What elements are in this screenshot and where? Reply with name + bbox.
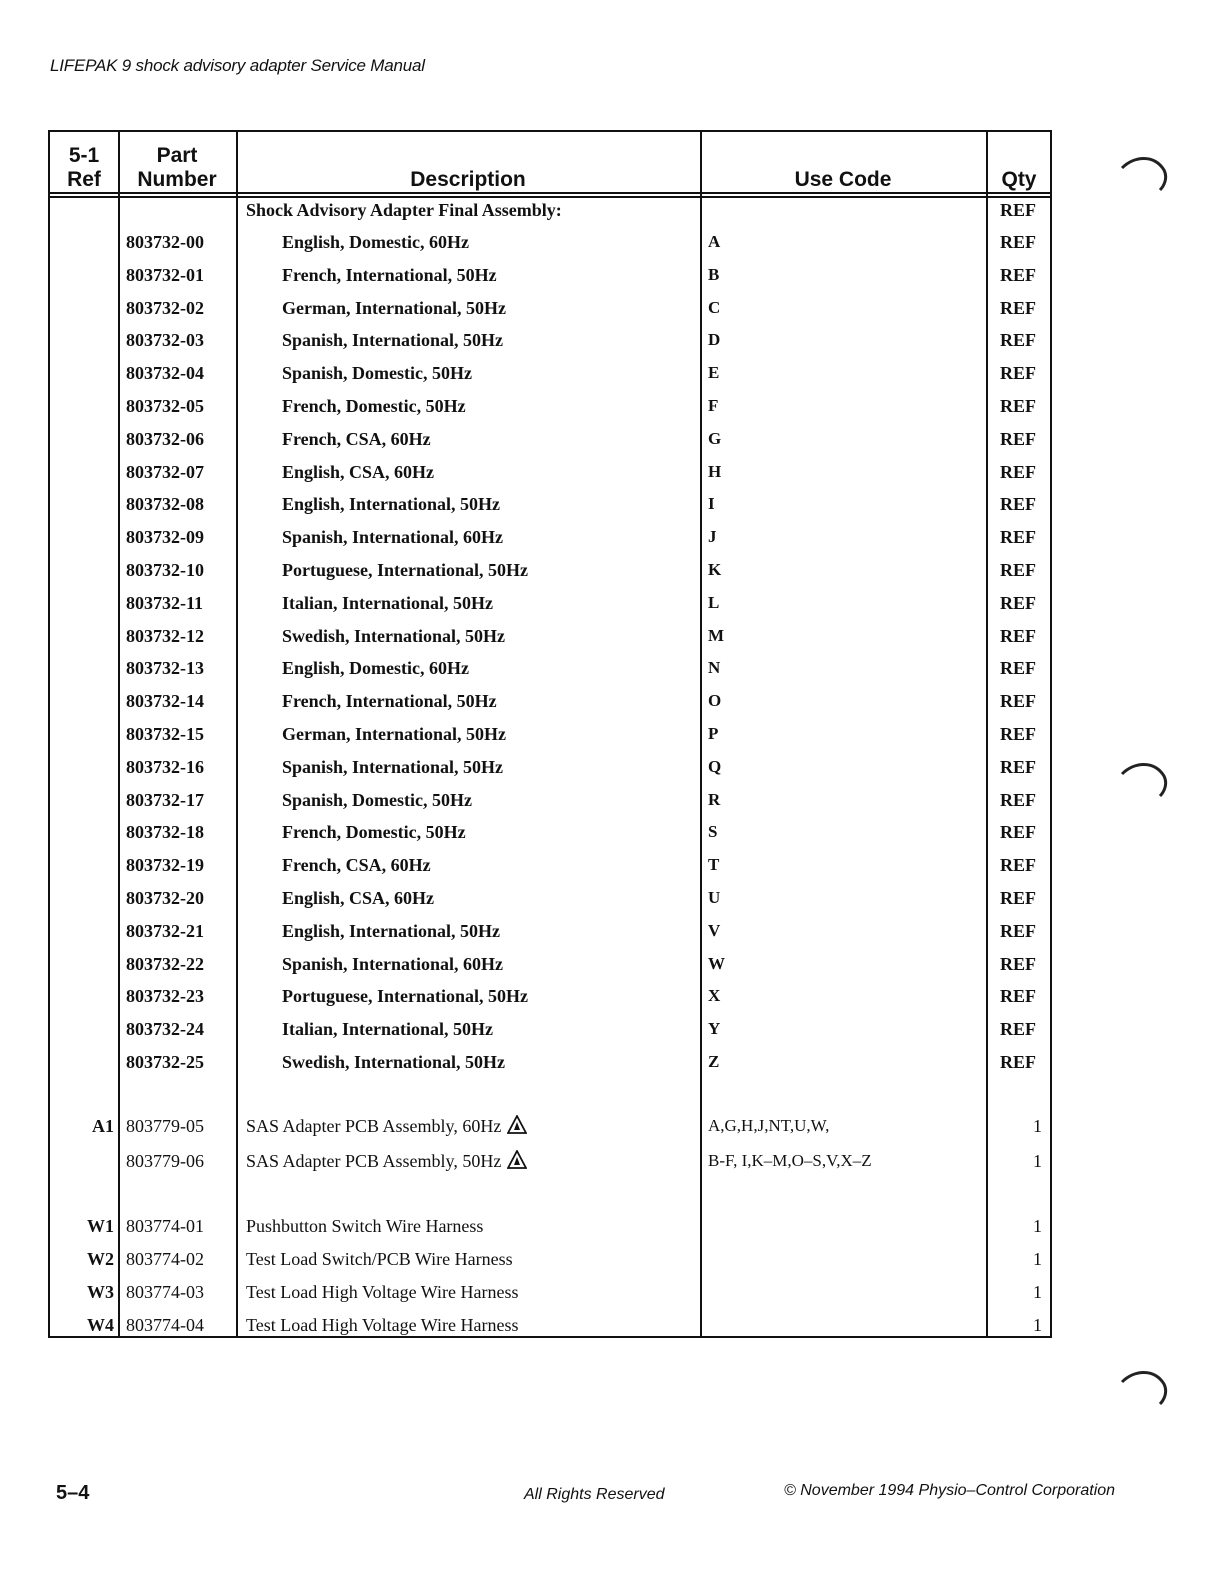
header-ref: 5-1 Ref xyxy=(67,144,101,191)
esd-warning-icon xyxy=(507,1115,527,1135)
part-number-cell: 803732-04 xyxy=(126,363,204,384)
use-code-cell: G xyxy=(708,428,722,448)
part-number-cell: 803732-09 xyxy=(126,527,204,548)
qty-cell: REF xyxy=(1000,724,1036,744)
part-number-cell: 803732-02 xyxy=(126,297,204,318)
table-row xyxy=(50,423,1050,455)
qty-cell: REF xyxy=(1000,822,1036,843)
table-row xyxy=(50,1276,1050,1308)
part-number-cell: 803732-21 xyxy=(126,920,204,941)
qty-cell: REF xyxy=(1000,855,1036,876)
part-number-cell: 803732-01 xyxy=(126,264,204,285)
table-row xyxy=(50,226,1050,258)
binder-hole-icon xyxy=(1120,150,1172,194)
qty-cell: 1 xyxy=(1033,1315,1042,1335)
description-cell: Pushbutton Switch Wire Harness xyxy=(246,1216,484,1236)
description-cell: Spanish, International, 60Hz xyxy=(282,953,504,974)
header-qty: Qty xyxy=(1001,168,1037,191)
use-code-cell: O xyxy=(708,691,722,711)
section-title: Shock Advisory Adapter Final Assembly: xyxy=(246,200,562,220)
use-code-cell: T xyxy=(708,855,720,875)
qty-cell: REF xyxy=(1000,560,1036,580)
part-number-cell: 803732-23 xyxy=(126,986,204,1007)
table-row xyxy=(50,390,1050,422)
table-row xyxy=(50,521,1050,553)
use-code-cell: H xyxy=(708,461,722,481)
qty-cell: REF xyxy=(1000,232,1036,252)
table-row xyxy=(50,357,1050,389)
qty-cell: REF xyxy=(1000,461,1036,482)
description-cell: Test Load High Voltage Wire Harness xyxy=(246,1315,519,1335)
use-code-cell: Z xyxy=(708,1052,720,1071)
part-number-cell: 803774-04 xyxy=(126,1315,204,1335)
ref-cell: A1 xyxy=(92,1116,114,1136)
esd-warning-icon xyxy=(507,1150,527,1170)
part-number-cell: 803732-05 xyxy=(126,396,204,416)
table-row xyxy=(50,849,1050,881)
use-code-cell: Y xyxy=(708,1019,721,1039)
parts-list-table xyxy=(48,130,1052,1338)
qty-cell: REF xyxy=(1000,986,1036,1007)
table-row xyxy=(50,587,1050,619)
part-number-cell: 803732-08 xyxy=(126,494,204,515)
table-row xyxy=(50,456,1050,488)
qty-cell: REF xyxy=(1000,363,1036,384)
qty-cell: REF xyxy=(1000,789,1036,810)
part-number-cell: 803732-11 xyxy=(126,592,204,613)
description-cell: French, Domestic, 50Hz xyxy=(282,396,466,416)
table-row xyxy=(50,751,1050,783)
use-code-cell: J xyxy=(708,527,717,547)
use-code-cell: A,G,H,J,NT,U,W, xyxy=(708,1116,830,1135)
header-rule xyxy=(50,192,1050,194)
use-code-cell: B-F, I,K–M,O–S,V,X–Z xyxy=(708,1151,872,1170)
table-row xyxy=(50,1210,1050,1242)
running-head: LIFEPAK 9 shock advisory adapter Service Manual xyxy=(50,56,425,75)
qty-cell: 1 xyxy=(1033,1216,1042,1236)
description-cell: English, CSA, 60Hz xyxy=(282,888,435,908)
table-row xyxy=(50,1110,1050,1142)
qty-cell: REF xyxy=(1000,625,1036,646)
part-number-cell: 803732-10 xyxy=(126,560,204,580)
description-cell: SAS Adapter PCB Assembly, 50Hz xyxy=(246,1145,527,1177)
description-cell: English, International, 50Hz xyxy=(282,494,501,515)
ref-cell: W1 xyxy=(87,1216,114,1236)
table-row xyxy=(50,915,1050,947)
qty-cell: REF xyxy=(1000,428,1036,449)
qty-cell: REF xyxy=(1000,494,1036,515)
table-row xyxy=(50,259,1050,291)
table-row xyxy=(50,685,1050,717)
table-row xyxy=(50,292,1050,324)
description-cell: French, CSA, 60Hz xyxy=(282,855,431,876)
qty-cell: REF xyxy=(1000,592,1036,613)
part-number-cell: 803732-19 xyxy=(126,855,204,876)
part-number-cell: 803732-17 xyxy=(126,789,204,810)
use-code-cell: K xyxy=(708,560,722,579)
qty-cell: 1 xyxy=(1033,1249,1042,1269)
description-cell: French, CSA, 60Hz xyxy=(282,428,431,449)
qty-cell: REF xyxy=(1000,330,1036,351)
qty-cell: REF xyxy=(1000,264,1036,285)
description-cell: German, International, 50Hz xyxy=(282,724,506,744)
description-cell: Italian, International, 50Hz xyxy=(282,592,494,613)
description-cell: English, Domestic, 60Hz xyxy=(282,658,469,679)
description-cell: Spanish, Domestic, 50Hz xyxy=(282,363,473,384)
use-code-cell: N xyxy=(708,658,721,678)
part-number-cell: 803774-02 xyxy=(126,1249,204,1269)
use-code-cell: R xyxy=(708,789,721,809)
description-cell: Test Load High Voltage Wire Harness xyxy=(246,1282,519,1302)
table-row xyxy=(50,948,1050,980)
qty-cell: REF xyxy=(1000,396,1036,416)
part-number-cell: 803732-25 xyxy=(126,1052,204,1072)
use-code-cell: L xyxy=(708,592,720,612)
description-cell: Italian, International, 50Hz xyxy=(282,1019,494,1040)
qty-cell: REF xyxy=(1000,953,1036,974)
header-description: Description xyxy=(410,168,526,191)
header-part-number: Part Number xyxy=(137,144,217,191)
table-row xyxy=(50,652,1050,684)
table-row xyxy=(50,718,1050,750)
description-cell: English, Domestic, 60Hz xyxy=(282,232,469,252)
use-code-cell: S xyxy=(708,822,718,842)
use-code-cell: W xyxy=(708,953,725,973)
part-number-cell: 803732-14 xyxy=(126,691,204,712)
description-cell: Spanish, Domestic, 50Hz xyxy=(282,789,473,810)
table-row xyxy=(50,1046,1050,1078)
description-cell: Spanish, International, 50Hz xyxy=(282,330,504,351)
description-cell: French, International, 50Hz xyxy=(282,264,497,285)
part-number-cell: 803732-18 xyxy=(126,822,204,843)
table-row xyxy=(50,816,1050,848)
part-number-cell: 803732-13 xyxy=(126,658,204,679)
use-code-cell: M xyxy=(708,625,725,645)
qty-cell: REF xyxy=(1000,527,1036,548)
qty-cell: REF xyxy=(1000,658,1036,679)
table-row xyxy=(50,488,1050,520)
description-cell: SAS Adapter PCB Assembly, 60Hz xyxy=(246,1110,527,1142)
description-cell: Swedish, International, 50Hz xyxy=(282,625,506,646)
use-code-cell: V xyxy=(708,920,721,940)
use-code-cell: P xyxy=(708,724,719,743)
description-cell: Swedish, International, 50Hz xyxy=(282,1052,506,1072)
use-code-cell: Q xyxy=(708,756,722,776)
use-code-cell: U xyxy=(708,888,721,907)
part-number-cell: 803732-24 xyxy=(126,1019,204,1040)
table-row xyxy=(50,196,1050,224)
qty-cell: 1 xyxy=(1033,1282,1042,1302)
table-row xyxy=(50,980,1050,1012)
description-cell: English, CSA, 60Hz xyxy=(282,461,435,482)
description-cell: German, International, 50Hz xyxy=(282,297,506,318)
description-cell: Portuguese, International, 50Hz xyxy=(282,986,528,1007)
use-code-cell: B xyxy=(708,264,720,284)
header-use-code: Use Code xyxy=(794,168,892,191)
part-number-cell: 803774-03 xyxy=(126,1282,204,1302)
use-code-cell: X xyxy=(708,986,721,1006)
qty-cell: REF xyxy=(1000,920,1036,941)
ref-cell xyxy=(50,1145,114,1177)
part-number-cell: 803779-06 xyxy=(126,1151,204,1171)
table-row xyxy=(50,1243,1050,1275)
table-row xyxy=(50,1013,1050,1045)
page-number: 5–4 xyxy=(56,1482,90,1504)
use-code-cell: D xyxy=(708,330,721,350)
qty-cell: REF xyxy=(1000,1052,1036,1072)
description-cell: French, International, 50Hz xyxy=(282,691,497,712)
ref-cell: W3 xyxy=(87,1282,114,1302)
ref-cell: W2 xyxy=(87,1249,114,1269)
binder-hole-icon xyxy=(1120,756,1172,800)
use-code-cell: I xyxy=(708,494,715,514)
description-cell: Spanish, International, 50Hz xyxy=(282,756,504,777)
part-number-cell: 803732-12 xyxy=(126,625,204,646)
qty-cell: REF xyxy=(1000,756,1036,777)
use-code-cell: C xyxy=(708,297,721,317)
qty-cell: REF xyxy=(1000,888,1036,908)
part-number-cell: 803732-15 xyxy=(126,724,204,744)
part-number-cell: 803732-22 xyxy=(126,953,204,974)
qty-cell: REF xyxy=(1000,691,1036,712)
description-cell: Test Load Switch/PCB Wire Harness xyxy=(246,1249,513,1269)
table-row xyxy=(50,882,1050,914)
description-cell: English, International, 50Hz xyxy=(282,920,501,941)
part-number-cell: 803732-07 xyxy=(126,461,204,482)
qty-cell: REF xyxy=(1000,297,1036,318)
part-number-cell: 803732-16 xyxy=(126,756,204,777)
rights-notice: All Rights Reserved xyxy=(524,1486,665,1503)
part-number-cell: 803732-00 xyxy=(126,232,204,252)
table-row xyxy=(50,1309,1050,1341)
part-number-cell: 803732-20 xyxy=(126,888,204,908)
qty-cell: REF xyxy=(1000,200,1036,220)
qty-cell: REF xyxy=(1000,1019,1036,1040)
table-row xyxy=(50,554,1050,586)
part-number-cell: 803732-03 xyxy=(126,330,204,351)
use-code-cell: A xyxy=(708,232,721,251)
description-cell: French, Domestic, 50Hz xyxy=(282,822,466,843)
table-row xyxy=(50,324,1050,356)
part-number-cell: 803779-05 xyxy=(126,1116,204,1136)
table-row xyxy=(50,1145,1050,1177)
qty-cell: 1 xyxy=(1033,1116,1042,1136)
description-cell: Portuguese, International, 50Hz xyxy=(282,560,528,580)
qty-cell: 1 xyxy=(1033,1151,1042,1171)
ref-cell: W4 xyxy=(87,1315,114,1335)
copyright-notice: © November 1994 Physio–Control Corporation xyxy=(784,1482,1116,1499)
use-code-cell: F xyxy=(708,396,719,415)
table-row xyxy=(50,620,1050,652)
description-cell: Spanish, International, 60Hz xyxy=(282,527,504,548)
part-number-cell: 803774-01 xyxy=(126,1216,204,1236)
binder-hole-icon xyxy=(1120,1364,1172,1408)
part-number-cell: 803732-06 xyxy=(126,428,204,449)
table-row xyxy=(50,784,1050,816)
use-code-cell: E xyxy=(708,363,720,383)
